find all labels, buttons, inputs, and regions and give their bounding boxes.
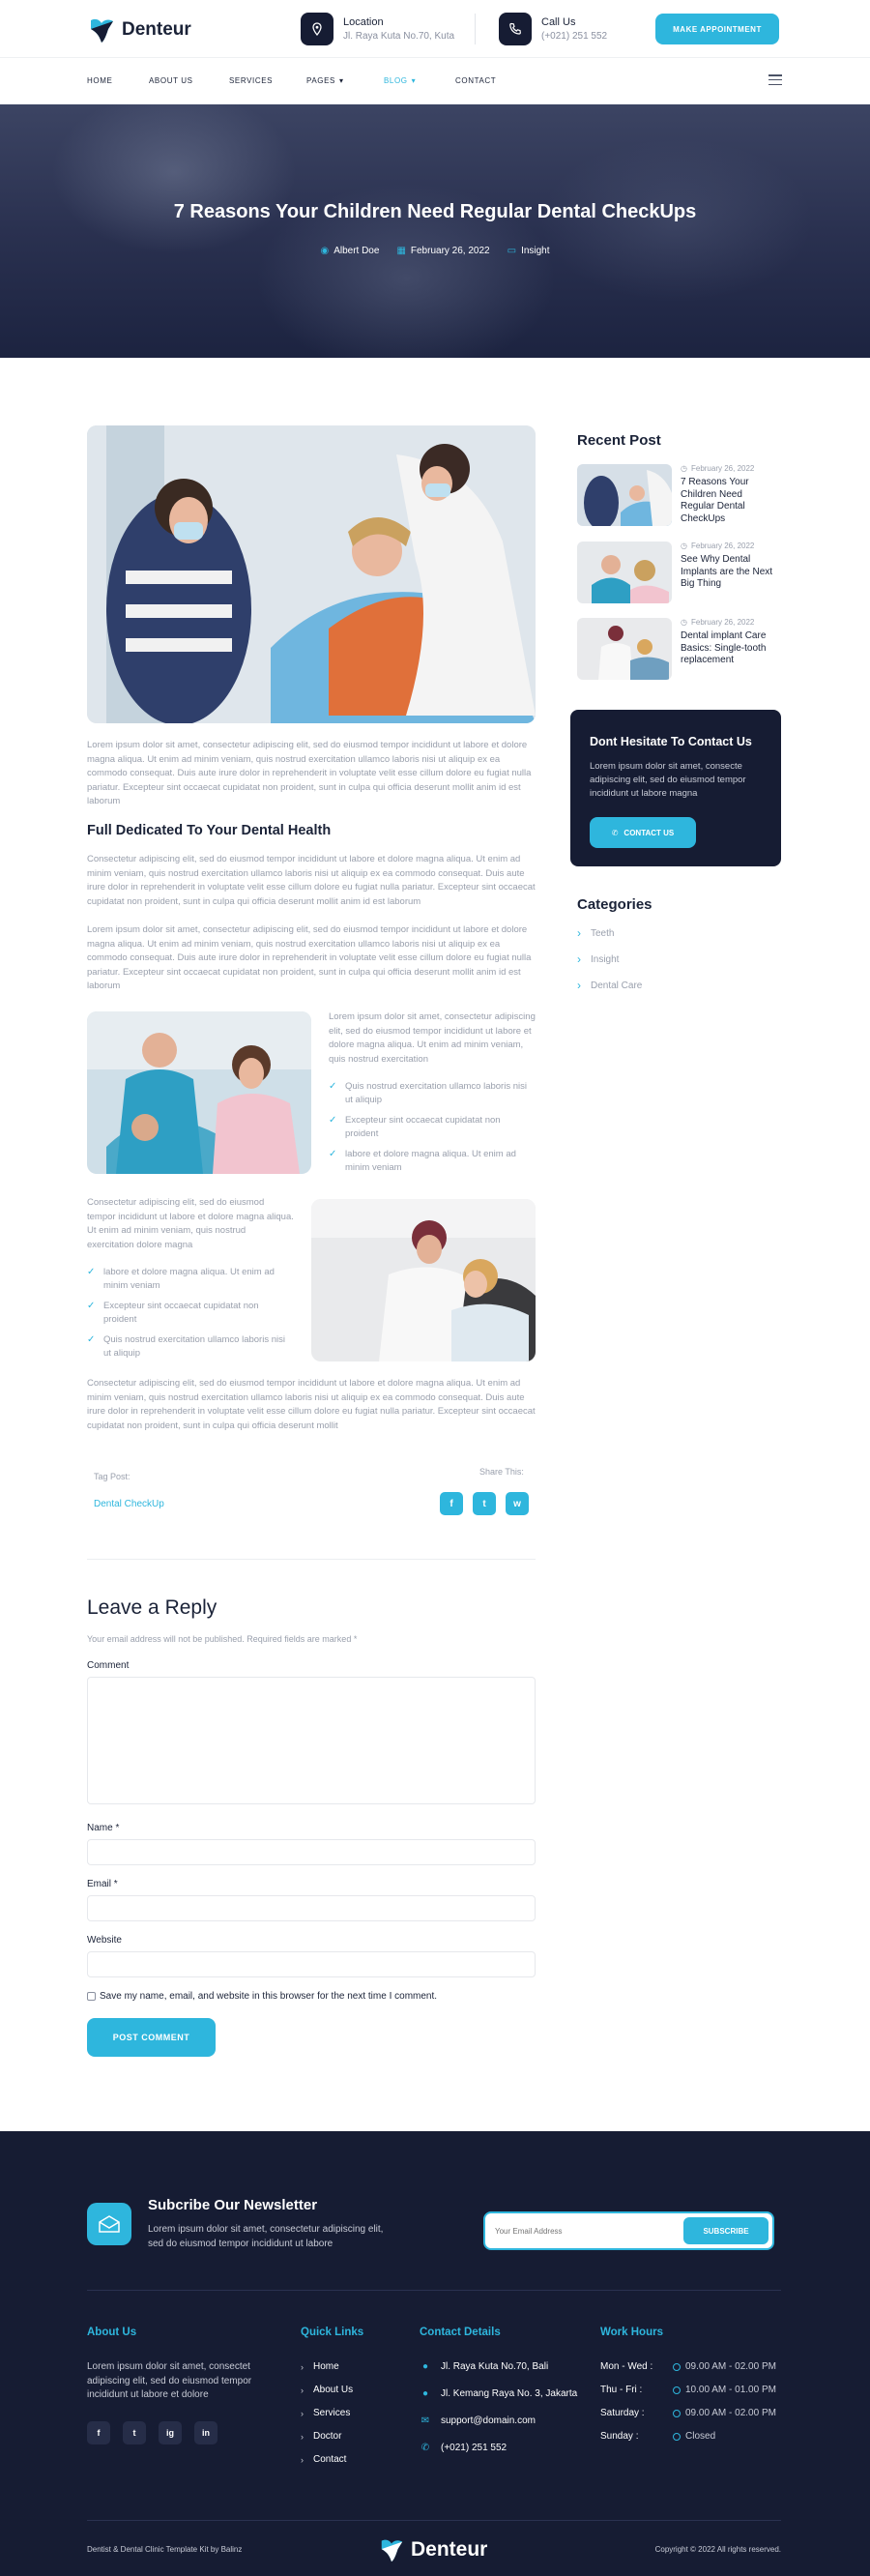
article-subheading: Full Dedicated To Your Dental Health — [87, 823, 332, 838]
location-label: Location — [343, 16, 384, 28]
chevron-down-icon: ▾ — [338, 76, 344, 85]
cta-title: Dont Hesitate To Contact Us — [590, 735, 752, 748]
chevron-right-icon: › — [301, 2361, 304, 2372]
recent-post-item[interactable] — [577, 542, 780, 605]
work-day: Sunday : — [600, 2431, 639, 2442]
article-paragraph-1: Lorem ipsum dolor sit amet, consectetur adipiscing elit, sed do eiusmod tempor incididunt ut labore et dolore magna aliqua. Ut enim ad minim veniam, quis nostrud exercitation ullamco laboris nisi ut aliquip ex ea commodo consequat. Duis aute irure dolor in reprehenderit in voluptate velit esse cillum dolore eu fugiat nulla pariatur. Excepteur sint occaecat cupidatat non proident, sunt in culpa qui officia deserunt mollit anim id est laborum — [87, 740, 532, 806]
footer-link-label: Services — [313, 2408, 351, 2418]
location-value: Jl. Raya Kuta No.70, Kuta — [343, 31, 455, 42]
footer-about-text: Lorem ipsum dolor sit amet, consectet adipiscing elit, sed do eiusmod tempor incididunt ut labore et dolore — [87, 2361, 252, 2400]
list-item-text: labore et dolore magna aliqua. Ut enim ad minim veniam — [103, 1267, 275, 1291]
tag-post-label: Tag Post: — [94, 1472, 130, 1481]
subscribe-button[interactable]: SUBSCRIBE — [683, 2217, 768, 2244]
clock-icon — [673, 2433, 681, 2441]
chevron-right-icon: › — [577, 979, 581, 992]
recent-post-date — [681, 618, 754, 627]
recent-post-thumbnail — [577, 618, 672, 680]
folder-icon: ▭ — [507, 246, 517, 256]
recent-post-date — [681, 464, 754, 473]
chevron-down-icon: ▾ — [411, 76, 417, 85]
category-label: Teeth — [591, 927, 615, 939]
chevron-right-icon: › — [301, 2408, 304, 2418]
work-time: 10.00 AM - 01.00 PM — [685, 2385, 776, 2395]
nav-pages[interactable] — [306, 76, 344, 85]
dental-treatment-image — [311, 1199, 536, 1361]
facebook-icon[interactable]: f — [87, 2421, 110, 2444]
category-dental-care[interactable] — [577, 979, 642, 992]
map-pin-icon: ● — [421, 2388, 429, 2399]
footer-link-home[interactable] — [301, 2361, 339, 2372]
calendar-icon: ▦ — [396, 246, 406, 256]
work-time: 09.00 AM - 02.00 PM — [685, 2408, 776, 2418]
map-pin-icon: ● — [421, 2361, 429, 2372]
consent-checkbox[interactable] — [87, 1992, 96, 2001]
share-label: Share This: — [479, 1467, 524, 1477]
call-value[interactable]: (+021) 251 552 — [541, 31, 608, 42]
categories-heading: Categories — [577, 896, 652, 913]
consent-row — [87, 1991, 437, 2002]
comment-label: Comment — [87, 1660, 130, 1671]
website-label: Website — [87, 1935, 122, 1946]
article-paragraph-2: Consectetur adipiscing elit, sed do eiusmod tempor incididunt ut labore et dolore magna aliqua. Ut enim ad minim veniam, quis nostrud exercitation ullamco laboris nisi ut aliquip ex ea commodo consequat. Duis aute irure dolor in reprehenderit in voluptate velit esse cillum dolore eu fugiat nulla pariatur. Excepteur sint occaecat cupidatat non proident, sunt in culpa qui officia deserunt mollit anim id est laborum — [87, 854, 536, 907]
footer-address-jakarta — [420, 2388, 577, 2399]
check-icon: ✓ — [87, 1334, 96, 1345]
main-nav — [0, 58, 870, 104]
name-label: Name * — [87, 1823, 120, 1833]
divider — [87, 1559, 536, 1560]
author-meta[interactable] — [320, 246, 379, 256]
nav-home[interactable] — [87, 76, 112, 85]
recent-post-date — [681, 542, 754, 550]
list-item — [87, 1300, 294, 1326]
footer-link-doctor[interactable] — [301, 2431, 341, 2442]
phone-icon — [499, 13, 532, 45]
brand-logo[interactable] — [87, 15, 191, 44]
make-appointment-button[interactable]: MAKE APPOINTMENT — [655, 14, 779, 44]
footer-brand-logo[interactable] — [378, 2536, 487, 2563]
contact-text: (+021) 251 552 — [441, 2443, 508, 2453]
work-hours-row — [600, 2431, 715, 2442]
user-icon: ◉ — [320, 246, 330, 256]
nav-about-label: ABOUT US — [149, 76, 193, 85]
contact-us-button[interactable] — [590, 817, 696, 848]
footer-link-contact[interactable] — [301, 2454, 346, 2465]
page-title: 7 Reasons Your Children Need Regular Dental CheckUps — [173, 201, 697, 222]
chevron-right-icon: › — [301, 2454, 304, 2465]
category-insight[interactable] — [577, 952, 619, 966]
chevron-right-icon: › — [577, 952, 581, 966]
check-icon: ✓ — [329, 1081, 337, 1092]
footer-link-about[interactable] — [301, 2385, 353, 2395]
article-paragraph-3: Lorem ipsum dolor sit amet, consectetur adipiscing elit, sed do eiusmod tempor incididunt ut labore et dolore magna aliqua. Ut enim ad minim veniam, quis nostrud exercitation ullamco laboris nisi ut aliquip ex ea commodo consequat. Duis aute irure dolor in reprehenderit in voluptate velit esse cillum dolore eu fugiat nulla pariatur. Excepteur sint occaecat cupidatat non proident, sunt in culpa qui officia deserunt mollit anim id est laborum — [87, 924, 532, 991]
footer-links-heading: Quick Links — [301, 2327, 364, 2338]
footer-link-label: Contact — [313, 2454, 347, 2465]
share-twitter-icon[interactable]: t — [473, 1492, 496, 1515]
site-footer — [0, 2131, 870, 2576]
clock-icon: ◷ — [681, 464, 687, 473]
category-label: Dental Care — [591, 980, 643, 991]
phone-icon: ✆ — [611, 828, 619, 837]
reply-heading: Leave a Reply — [87, 1596, 218, 1619]
work-time: 09.00 AM - 02.00 PM — [685, 2361, 776, 2372]
divider — [87, 2290, 781, 2291]
footer-link-label: Doctor — [313, 2431, 342, 2442]
list-item — [87, 1266, 294, 1292]
reply-note: Your email address will not be published. Required fields are marked * — [87, 1634, 358, 1644]
block2-checklist — [87, 1266, 294, 1367]
nav-services[interactable] — [229, 76, 273, 85]
footer-link-services[interactable] — [301, 2408, 350, 2418]
list-item — [329, 1080, 536, 1106]
block1-checklist — [329, 1080, 536, 1182]
map-pin-icon — [301, 13, 334, 45]
category-teeth[interactable] — [577, 926, 614, 940]
nav-contact[interactable] — [455, 76, 496, 85]
work-day: Mon - Wed : — [600, 2361, 653, 2372]
date-meta — [396, 246, 489, 256]
share-whatsapp-icon[interactable]: w — [506, 1492, 529, 1515]
footer-credit: Dentist & Dental Clinic Template Kit by Balinz — [87, 2545, 243, 2554]
recent-post-date-text: February 26, 2022 — [690, 618, 755, 627]
author-name: Albert Doe — [334, 246, 380, 256]
contact-text: Jl. Kemang Raya No. 3, Jakarta — [441, 2388, 578, 2399]
article-paragraph-4: Consectetur adipiscing elit, sed do eiusmod tempor incididunt ut labore et dolore magna aliqua. Ut enim ad minim veniam, quis nostrud exercitation ullamco laboris nisi ut aliquip ex ea commodo consequat. Duis aute irure dolor in reprehenderit in voluptate velit esse cillum dolore eu fugiat nulla pariatur. Excepteur sint occaecat cupidatat non proident, sunt in culpa qui officia deserunt mollit — [87, 1378, 536, 1431]
envelope-icon: ✉ — [420, 2415, 430, 2426]
category-meta[interactable] — [508, 246, 550, 256]
nav-pages-label: PAGES — [306, 76, 335, 85]
footer-link-label: Home — [313, 2361, 339, 2372]
cta-text: Lorem ipsum dolor sit amet, consecte adipiscing elit, sed do eiusmod tempor incididunt ut labore magna — [590, 761, 746, 799]
comment-textarea[interactable] — [87, 1677, 536, 1804]
recent-post-heading: Recent Post — [577, 432, 661, 449]
footer-copyright: Copyright © 2022 All rights reserved. — [654, 2545, 781, 2554]
contact-us-label: CONTACT US — [624, 828, 675, 837]
check-icon: ✓ — [87, 1301, 96, 1311]
call-label: Call Us — [541, 16, 576, 28]
chevron-right-icon: › — [301, 2431, 304, 2442]
newsletter-title: Subcribe Our Newsletter — [148, 2197, 318, 2213]
list-item — [329, 1114, 536, 1140]
email-label: Email * — [87, 1879, 118, 1889]
post-date: February 26, 2022 — [410, 246, 490, 256]
recent-post-item[interactable] — [577, 618, 780, 682]
list-item-text: Quis nostrud exercitation ullamco laboris nisi ut aliquip — [345, 1081, 527, 1105]
footer-address-bali — [420, 2361, 548, 2372]
website-input[interactable] — [87, 1951, 536, 1977]
clock-icon — [673, 2363, 681, 2371]
recent-post-title: 7 Reasons Your Children Need Regular Dental CheckUps — [681, 477, 749, 524]
contact-text: support@domain.com — [441, 2415, 536, 2426]
share-facebook-icon[interactable]: f — [440, 1492, 463, 1515]
work-hours-row — [600, 2361, 776, 2372]
list-item-text: labore et dolore magna aliqua. Ut enim ad minim veniam — [345, 1149, 516, 1173]
top-bar — [0, 0, 870, 58]
twitter-icon[interactable]: t — [123, 2421, 146, 2444]
nav-home-label: HOME — [87, 76, 113, 85]
location-info — [301, 13, 454, 45]
chevron-right-icon: › — [301, 2385, 304, 2395]
post-comment-button[interactable]: POST COMMENT — [87, 2018, 216, 2057]
nav-blog-label: BLOG — [384, 76, 408, 85]
footer-contact-heading: Contact Details — [420, 2327, 501, 2338]
recent-post-thumbnail — [577, 464, 672, 526]
check-icon: ✓ — [329, 1115, 337, 1126]
nav-services-label: SERVICES — [229, 76, 274, 85]
check-icon: ✓ — [87, 1267, 96, 1277]
recent-post-title: Dental implant Care Basics: Single-tooth replacement — [681, 630, 767, 665]
linkedin-icon[interactable]: in — [194, 2421, 218, 2444]
nav-blog[interactable] — [384, 76, 416, 85]
clock-icon — [673, 2386, 681, 2394]
category-label: Insight — [591, 953, 620, 965]
list-item-text: Excepteur sint occaecat cupidatat non proident — [103, 1301, 259, 1325]
clock-icon — [673, 2410, 681, 2417]
clock-icon: ◷ — [681, 618, 687, 627]
nav-about[interactable] — [149, 76, 193, 85]
list-item-text: Quis nostrud exercitation ullamco laboris nisi ut aliquip — [103, 1334, 285, 1359]
work-hours-row — [600, 2408, 776, 2418]
phone-icon: ✆ — [420, 2443, 430, 2453]
recent-post-date-text: February 26, 2022 — [690, 464, 755, 473]
envelope-icon — [87, 2203, 131, 2245]
tag-link-dental-checkup[interactable]: Dental CheckUp — [94, 1499, 164, 1509]
divider — [87, 2520, 781, 2521]
instagram-icon[interactable]: ig — [159, 2421, 182, 2444]
hamburger-menu-icon[interactable] — [768, 74, 782, 85]
list-item-text: Excepteur sint occaecat cupidatat non proident — [345, 1115, 501, 1139]
newsletter-email-input[interactable] — [495, 2221, 669, 2240]
divider — [475, 14, 476, 44]
consent-label: Save my name, email, and website in this browser for the next time I comment. — [100, 1991, 438, 2002]
footer-hours-heading: Work Hours — [600, 2327, 663, 2338]
recent-post-date-text: February 26, 2022 — [690, 542, 755, 550]
nav-contact-label: CONTACT — [455, 76, 497, 85]
recent-post-title: See Why Dental Implants are the Next Big Thing — [681, 554, 773, 589]
block1-text: Lorem ipsum dolor sit amet, consectetur adipiscing elit, sed do eiusmod tempor incididunt ut labore et dolore magna aliqua. Ut enim ad minim veniam, quis nostrud exercitation — [329, 1011, 536, 1065]
recent-post-item[interactable] — [577, 464, 780, 528]
brand-name: Denteur — [122, 19, 191, 40]
block2-text: Consectetur adipiscing elit, sed do eiusmod tempor incididunt ut labore et dolore magna aliqua. Ut enim ad minim veniam, quis nostrud exercitation dolore magna — [87, 1197, 294, 1250]
featured-image — [87, 425, 536, 723]
list-item — [329, 1148, 536, 1174]
footer-about-heading: About Us — [87, 2327, 137, 2338]
name-input[interactable] — [87, 1839, 536, 1865]
post-category: Insight — [521, 246, 550, 256]
work-time: Closed — [685, 2431, 716, 2442]
post-meta — [0, 246, 870, 256]
work-day: Saturday : — [600, 2408, 645, 2418]
footer-link-label: About Us — [313, 2385, 354, 2395]
work-day: Thu - Fri : — [600, 2385, 643, 2395]
footer-brand-name: Denteur — [411, 2538, 488, 2561]
list-item — [87, 1333, 294, 1360]
page-hero — [0, 104, 870, 358]
work-hours-row — [600, 2385, 776, 2395]
clock-icon: ◷ — [681, 542, 687, 550]
dentist-patient-image — [87, 1011, 311, 1174]
footer-phone[interactable] — [420, 2443, 507, 2453]
chevron-right-icon: › — [577, 926, 581, 940]
newsletter-form — [483, 2211, 774, 2250]
call-info — [499, 13, 607, 45]
check-icon: ✓ — [329, 1149, 337, 1159]
email-input[interactable] — [87, 1895, 536, 1921]
contact-cta-card — [570, 710, 781, 866]
tooth-logo-icon — [378, 2536, 405, 2563]
footer-email[interactable] — [420, 2415, 536, 2426]
tooth-logo-icon — [87, 15, 116, 44]
newsletter-text: Lorem ipsum dolor sit amet, consectetur adipiscing elit, sed do eiusmod tempor incididunt ut labore — [148, 2224, 384, 2249]
contact-text: Jl. Raya Kuta No.70, Bali — [441, 2361, 549, 2372]
recent-post-thumbnail — [577, 542, 672, 603]
